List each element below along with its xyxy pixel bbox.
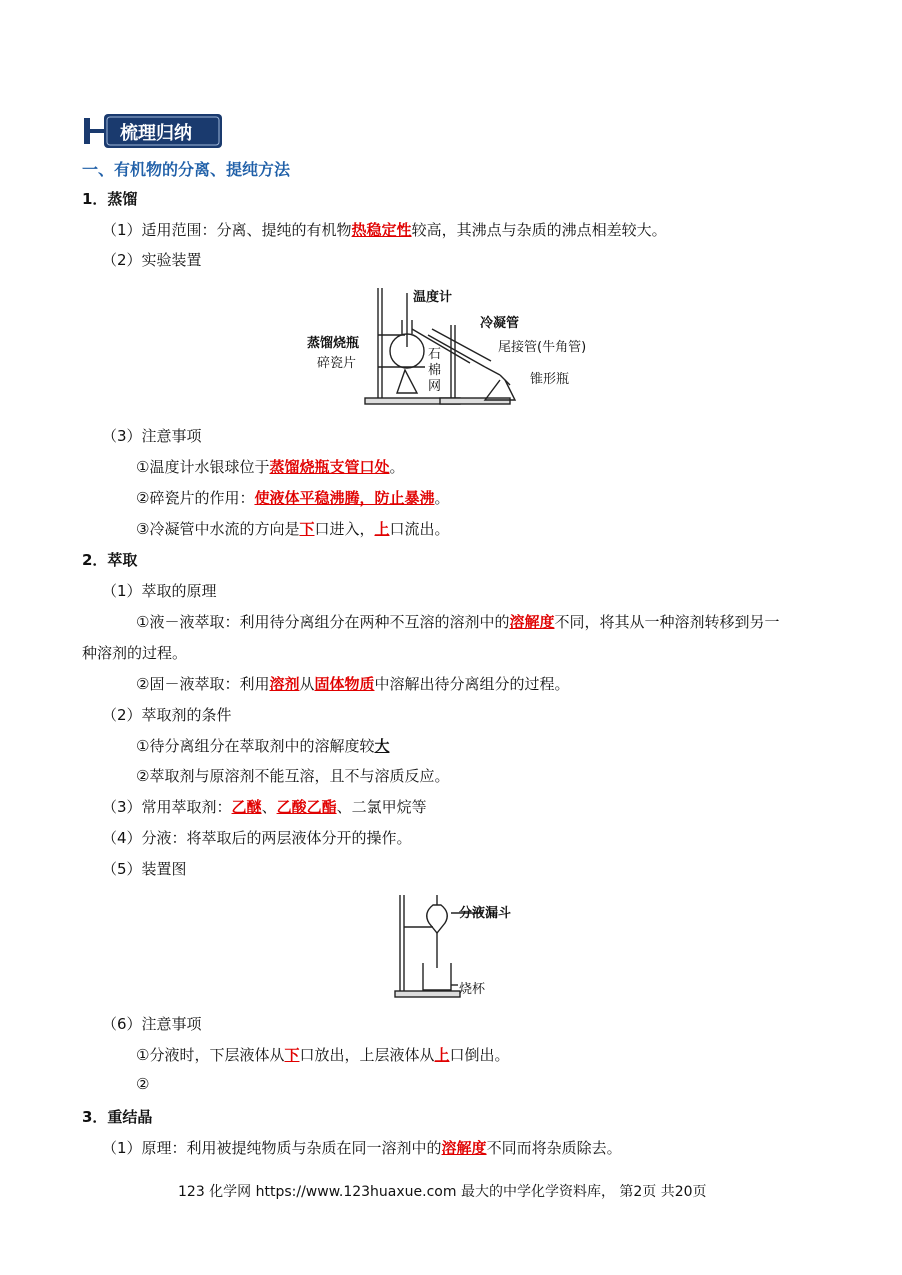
extract-p5: （5）装置图 (102, 860, 187, 878)
distill-p1 (102, 219, 667, 240)
funnel-drawing (393, 893, 523, 999)
text: ①待分离组分在萃取剂中的溶解度较 (136, 737, 375, 755)
answer-key: 上 (434, 1046, 450, 1064)
extract-p2: （2）萃取剂的条件 (102, 706, 232, 724)
text: 、 (261, 798, 277, 816)
extract-c2: ②萃取剂与原溶剂不能互溶，且不与溶质反应。 (136, 767, 450, 785)
extract-a1-cont: 种溶剂的过程。 (82, 644, 188, 662)
answer-key: 溶解度 (441, 1139, 487, 1157)
section-banner (84, 112, 224, 150)
recryst-p1 (102, 1137, 622, 1158)
text: 口进入， (314, 520, 375, 538)
text: 。 (389, 458, 405, 476)
text: 、二氯甲烷等 (336, 798, 427, 816)
text: （3）常用萃取剂： (102, 798, 232, 816)
extract-p3 (102, 796, 427, 817)
answer-key: 热稳定性 (351, 221, 412, 239)
label-thermometer: 温度计 (413, 290, 453, 305)
page-footer: 123 化学网 https://www.123huaxue.com 最大的中学化学资料库， 第2页 共20页 (178, 1184, 707, 1200)
section-heading: 一、有机物的分离、提纯方法 (82, 160, 291, 179)
text: 中溶解出待分离组分的过程。 (374, 675, 570, 693)
answer-key: 溶解度 (509, 613, 555, 631)
extract-d1 (136, 1044, 510, 1065)
text: ②固－液萃取：利用 (136, 675, 270, 693)
answer-key: 蒸馏烧瓶支管口处 (269, 458, 390, 476)
distill-p2: （2）实验装置 (102, 251, 202, 269)
text: 。 (434, 489, 450, 507)
extract-c1 (136, 735, 389, 756)
text: ①温度计水银球位于 (136, 458, 270, 476)
recryst-title: 3．重结晶 (82, 1108, 153, 1126)
answer-key: 乙醚 (231, 798, 262, 816)
answer-key: 下 (284, 1046, 300, 1064)
text: 不同而将杂质除去。 (486, 1139, 622, 1157)
answer-key: 溶剂 (269, 675, 300, 693)
text: ②碎瓷片的作用： (136, 489, 255, 507)
text: 口倒出。 (449, 1046, 510, 1064)
distillation-apparatus-diagram (305, 285, 625, 407)
extract-a1 (136, 611, 779, 632)
extract-title: 2．萃取 (82, 551, 138, 569)
answer-key: 大 (374, 737, 390, 755)
separatory-funnel-diagram (393, 893, 523, 999)
distill-title: 1．蒸馏 (82, 190, 138, 208)
text: 口放出，上层液体从 (299, 1046, 435, 1064)
extract-p4: （4）分液：将萃取后的两层液体分开的操作。 (102, 829, 412, 847)
text: 较高，其沸点与杂质的沸点相差较大。 (411, 221, 667, 239)
text: ①分液时，下层液体从 (136, 1046, 285, 1064)
extract-d2: ② (136, 1075, 150, 1093)
extract-p1: （1）萃取的原理 (102, 582, 217, 600)
label-conical-flask: 锥形瓶 (530, 372, 570, 387)
text: ③冷凝管中水流的方向是 (136, 520, 300, 538)
distill-p3: （3）注意事项 (102, 427, 202, 445)
label-funnel: 分液漏斗 (459, 906, 512, 921)
extract-a2 (136, 673, 570, 694)
text: ①液－液萃取：利用待分离组分在两种不互溶的溶剂中的 (136, 613, 510, 631)
label-flask: 蒸馏烧瓶 (307, 336, 360, 351)
answer-key: 乙酸乙酯 (276, 798, 337, 816)
distill-note-2 (136, 487, 449, 508)
label-adapter: 尾接管(牛角管) (498, 340, 587, 355)
label-condenser: 冷凝管 (480, 316, 520, 331)
answer-key: 固体物质 (314, 675, 375, 693)
text: 不同，将其从一种溶剂转移到另一 (554, 613, 780, 631)
label-chips: 碎瓷片 (317, 356, 357, 371)
label-gauze-2: 棉 (428, 363, 442, 378)
label-gauze-1: 石 (428, 347, 442, 362)
text: 从 (299, 675, 315, 693)
answer-key: 使液体平稳沸腾，防止暴沸 (254, 489, 435, 507)
distillation-drawing (305, 285, 625, 407)
answer-key: 上 (374, 520, 390, 538)
text: （1）适用范围：分离、提纯的有机物 (102, 221, 352, 239)
answer-key: 下 (299, 520, 315, 538)
label-gauze-3: 网 (428, 379, 442, 394)
extract-p6: （6）注意事项 (102, 1015, 202, 1033)
label-beaker: 烧杯 (459, 982, 486, 997)
text: 口流出。 (389, 520, 450, 538)
distill-note-3 (136, 518, 450, 539)
banner-title: 梳理归纳 (120, 123, 192, 144)
distill-note-1 (136, 456, 404, 477)
text: （1）原理：利用被提纯物质与杂质在同一溶剂中的 (102, 1139, 442, 1157)
